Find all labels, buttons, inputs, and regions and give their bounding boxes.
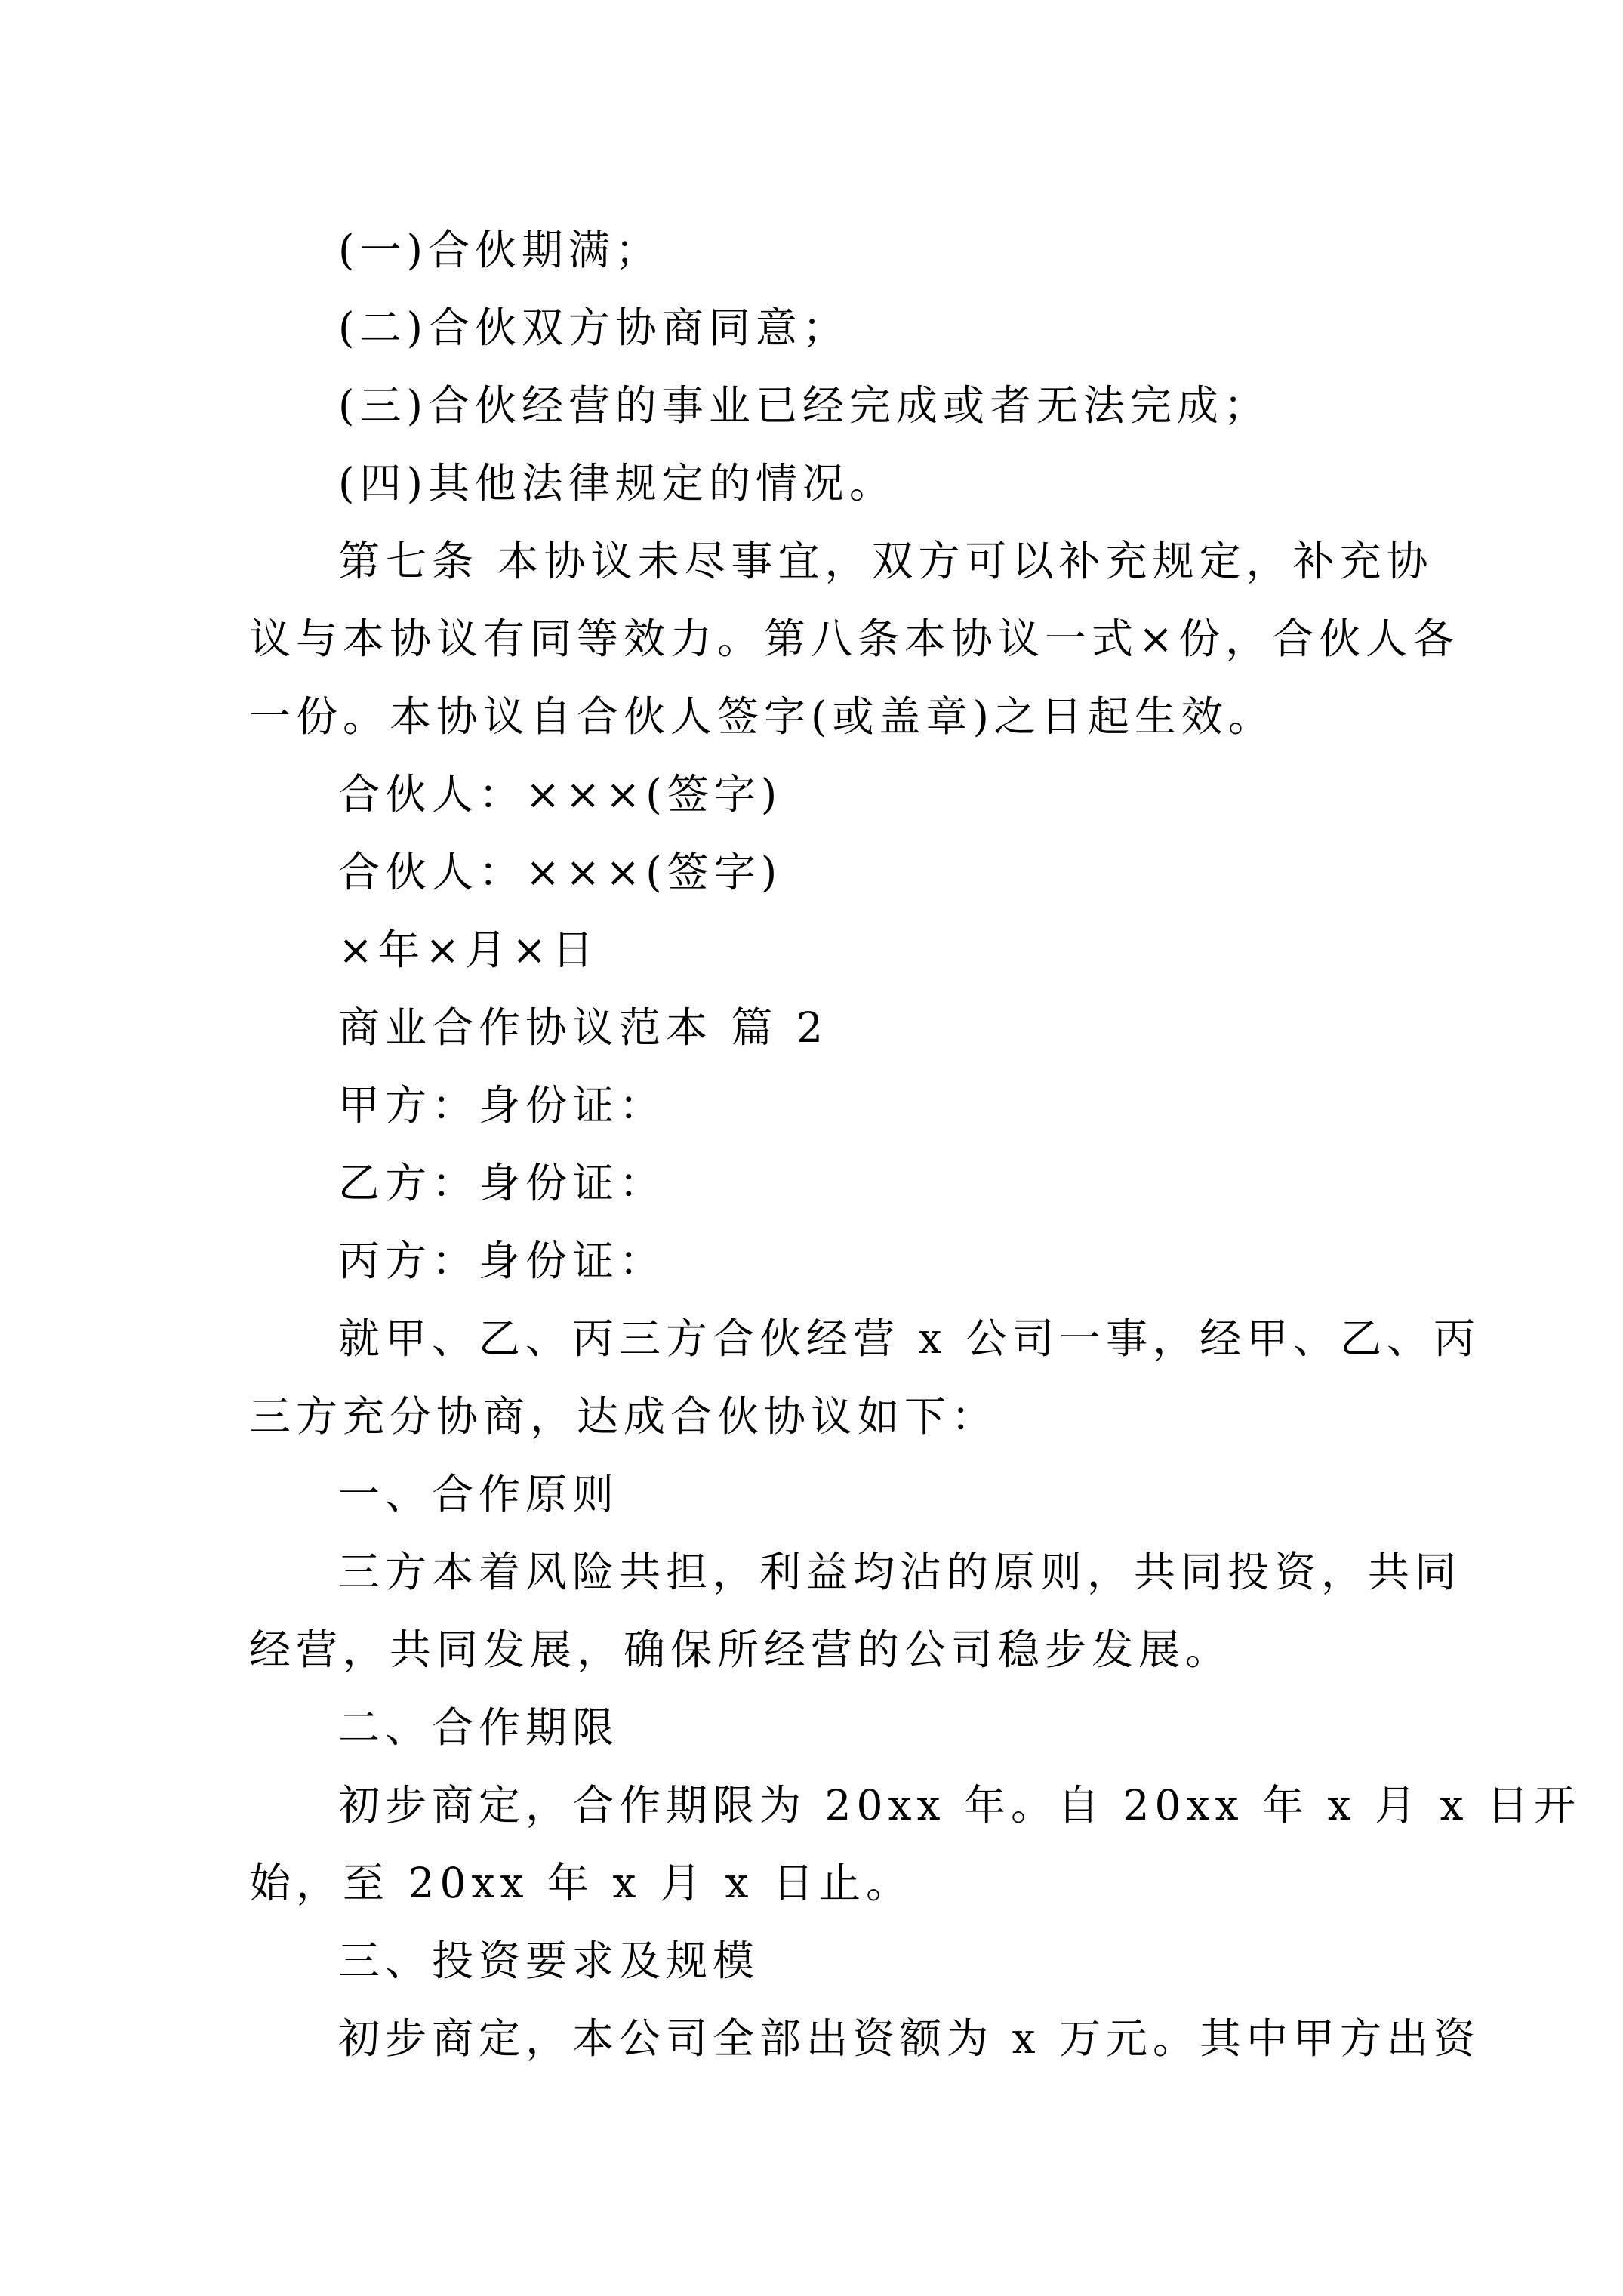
- paragraph-line: 第七条 本协议未尽事宜，双方可以补充规定，补充协: [338, 537, 1434, 585]
- paragraph-preamble: [249, 1300, 1480, 1456]
- signature-partner-2: 合伙人：×××(签字): [338, 848, 783, 896]
- paragraph-line: 就甲、乙、丙三方合伙经营 x 公司一事，经甲、乙、丙: [338, 1314, 1480, 1363]
- paragraph-line: 三方本着风险共担，利益均沾的原则，共同投资，共同: [338, 1548, 1462, 1596]
- party-b-line: 乙方：身份证：: [338, 1159, 667, 1207]
- signature-date: ×年×月×日: [338, 926, 599, 974]
- paragraph-line: 议与本协议有同等效力。第八条本协议一式×份，合伙人各: [249, 615, 1460, 663]
- paragraph-line: 一份。本协议自合伙人签字(或盖章)之日起生效。: [249, 692, 1275, 741]
- paragraph-clause-1: (一)合伙期满；: [338, 226, 662, 274]
- section-title: 商业合作协议范本 篇 2: [338, 1003, 828, 1052]
- heading-cooperation-term: 二、合作期限: [338, 1703, 620, 1752]
- paragraph-term: [249, 1767, 1581, 1922]
- paragraph-clause-2: (二)合伙双方协商同意；: [338, 304, 849, 352]
- paragraph-investment: 初步商定，本公司全部出资额为 x 万元。其中甲方出资: [338, 2014, 1480, 2063]
- paragraph-line: 初步商定，合作期限为 20xx 年。自 20xx 年 x 月 x 日开: [338, 1781, 1581, 1829]
- paragraph-clause-3: (三)合伙经营的事业已经完成或者无法完成；: [338, 381, 1270, 430]
- party-a-line: 甲方：身份证：: [338, 1081, 667, 1130]
- document-body: [249, 211, 1581, 2078]
- paragraph-line: 三方充分协商，达成合伙协议如下：: [249, 1392, 999, 1441]
- paragraph-article-7: [249, 522, 1460, 756]
- party-c-line: 丙方：身份证：: [338, 1237, 667, 1285]
- heading-cooperation-principle: 一、合作原则: [338, 1470, 620, 1518]
- paragraph-principle: [249, 1533, 1462, 1689]
- paragraph-line: 始，至 20xx 年 x 月 x 日止。: [249, 1859, 913, 1907]
- signature-partner-1: 合伙人：×××(签字): [338, 770, 783, 818]
- paragraph-line: 经营，共同发展，确保所经营的公司稳步发展。: [249, 1626, 1233, 1674]
- heading-investment: 三、投资要求及规模: [338, 1937, 760, 1985]
- paragraph-clause-4: (四)其他法律规定的情况。: [338, 459, 896, 507]
